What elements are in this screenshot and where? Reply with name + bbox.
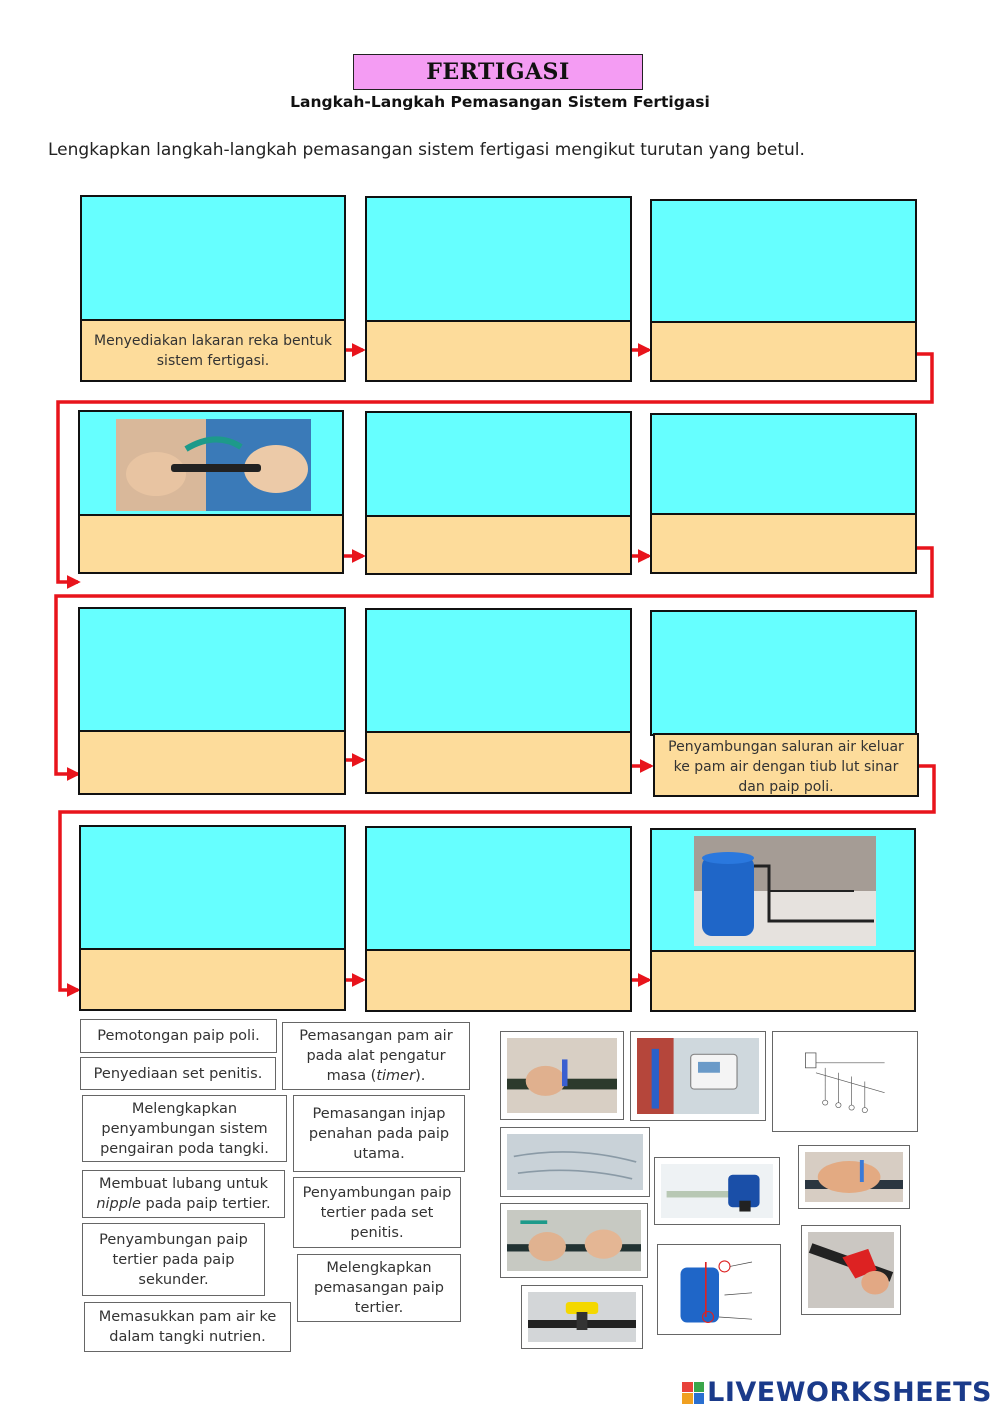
thumb-cutting[interactable]	[798, 1145, 910, 1209]
step-10-text-slot[interactable]	[79, 948, 346, 1011]
barrel-diagram	[664, 1251, 774, 1328]
step-11-text-slot[interactable]	[365, 949, 632, 1012]
step-2-image-slot[interactable]	[365, 196, 632, 322]
liveworksheets-text: LIVEWORKSHEETS	[707, 1377, 992, 1408]
connector-photo	[116, 419, 311, 511]
thumb-connector[interactable]	[500, 1203, 648, 1278]
step-11-image-slot[interactable]	[365, 826, 632, 951]
thumb-diagram[interactable]	[772, 1031, 918, 1132]
tube-photo	[507, 1134, 643, 1190]
label-tertier-penitis[interactable]: Penyambungan paip tertier pada set penitis.	[293, 1177, 461, 1248]
step-8-text-slot[interactable]	[365, 731, 632, 794]
step-4-image-slot[interactable]	[78, 410, 344, 516]
thumb-valve[interactable]	[521, 1285, 643, 1349]
label-melengkapkan-tertier[interactable]: Melengkapkan pemasangan paip tertier.	[297, 1254, 461, 1322]
pump-photo	[661, 1164, 773, 1218]
instruction-text: Lengkapkan langkah-langkah pemasangan sistem fertigasi mengikut turutan yang betul.	[48, 140, 805, 160]
step-5-text-slot[interactable]	[365, 515, 632, 575]
label-pam-tangki[interactable]: Memasukkan pam air ke dalam tangki nutrien.	[84, 1302, 291, 1352]
step-6-image-slot[interactable]	[650, 413, 917, 515]
thumb-pipe-hole[interactable]	[500, 1031, 624, 1120]
connector-photo-2	[507, 1210, 641, 1271]
step-2-text-slot[interactable]	[365, 320, 632, 382]
label-injap-penahan[interactable]: Pemasangan injap penahan pada paip utama.	[293, 1095, 465, 1172]
thumb-barrel[interactable]	[657, 1244, 781, 1335]
step-3-text-slot[interactable]	[650, 321, 917, 382]
step-7-image-slot[interactable]	[78, 607, 346, 732]
worksheet-subtitle: Langkah-Langkah Pemasangan Sistem Fertigasi	[290, 93, 710, 111]
label-pemotongan-paip[interactable]: Pemotongan paip poli.	[80, 1019, 277, 1053]
thumb-timer[interactable]	[630, 1031, 766, 1121]
liveworksheets-logo	[682, 1377, 992, 1408]
liveworksheets-icon	[682, 1382, 704, 1404]
label-tertier-sekunder[interactable]: Penyambungan paip tertier pada paip sekunder.	[82, 1223, 265, 1296]
thumb-tube[interactable]	[500, 1127, 650, 1197]
cutting-photo	[805, 1152, 903, 1202]
label-pam-timer-text: Pemasangan pam air pada alat pengatur masa (timer).	[299, 1028, 453, 1084]
step-12-text-slot[interactable]	[650, 950, 916, 1012]
step-6-text-slot[interactable]	[650, 513, 917, 574]
label-sistem-pengairan[interactable]: Melengkapkan penyambungan sistem pengairan poda tangki.	[82, 1095, 287, 1162]
step-9-text-slot[interactable]: Penyambungan saluran air keluar ke pam air dengan tiub lut sinar dan paip poli.	[653, 733, 919, 797]
step-8-image-slot[interactable]	[365, 608, 632, 733]
step-1-image-slot[interactable]	[80, 195, 346, 321]
step-5-image-slot[interactable]	[365, 411, 632, 517]
label-set-penitis[interactable]: Penyediaan set penitis.	[80, 1057, 276, 1090]
step-7-text-slot[interactable]	[78, 730, 346, 795]
step-12-image-slot[interactable]	[650, 828, 916, 952]
step-9-image-slot[interactable]	[650, 610, 917, 736]
valve-photo	[528, 1292, 636, 1342]
thumb-pump[interactable]	[654, 1157, 780, 1225]
label-pam-timer[interactable]	[282, 1022, 470, 1090]
step-10-image-slot[interactable]	[79, 825, 346, 950]
step-4-text-slot[interactable]	[78, 514, 344, 574]
pipe-cutter-photo	[808, 1232, 894, 1308]
step-1-text-slot[interactable]: Menyediakan lakaran reka bentuk sistem fertigasi.	[80, 319, 346, 382]
timer-photo	[637, 1038, 759, 1114]
step-3-image-slot[interactable]	[650, 199, 917, 323]
pipe-hole-photo	[507, 1038, 617, 1113]
thumb-pipe-cutter[interactable]	[801, 1225, 901, 1315]
label-lubang-nipple[interactable]	[82, 1170, 285, 1218]
diagram-sketch	[779, 1038, 911, 1125]
tank-pipe-photo	[694, 836, 876, 946]
worksheet-title: FERTIGASI	[353, 54, 643, 90]
label-lubang-nipple-text: Membuat lubang untuk nipple pada paip tertier.	[96, 1176, 271, 1212]
